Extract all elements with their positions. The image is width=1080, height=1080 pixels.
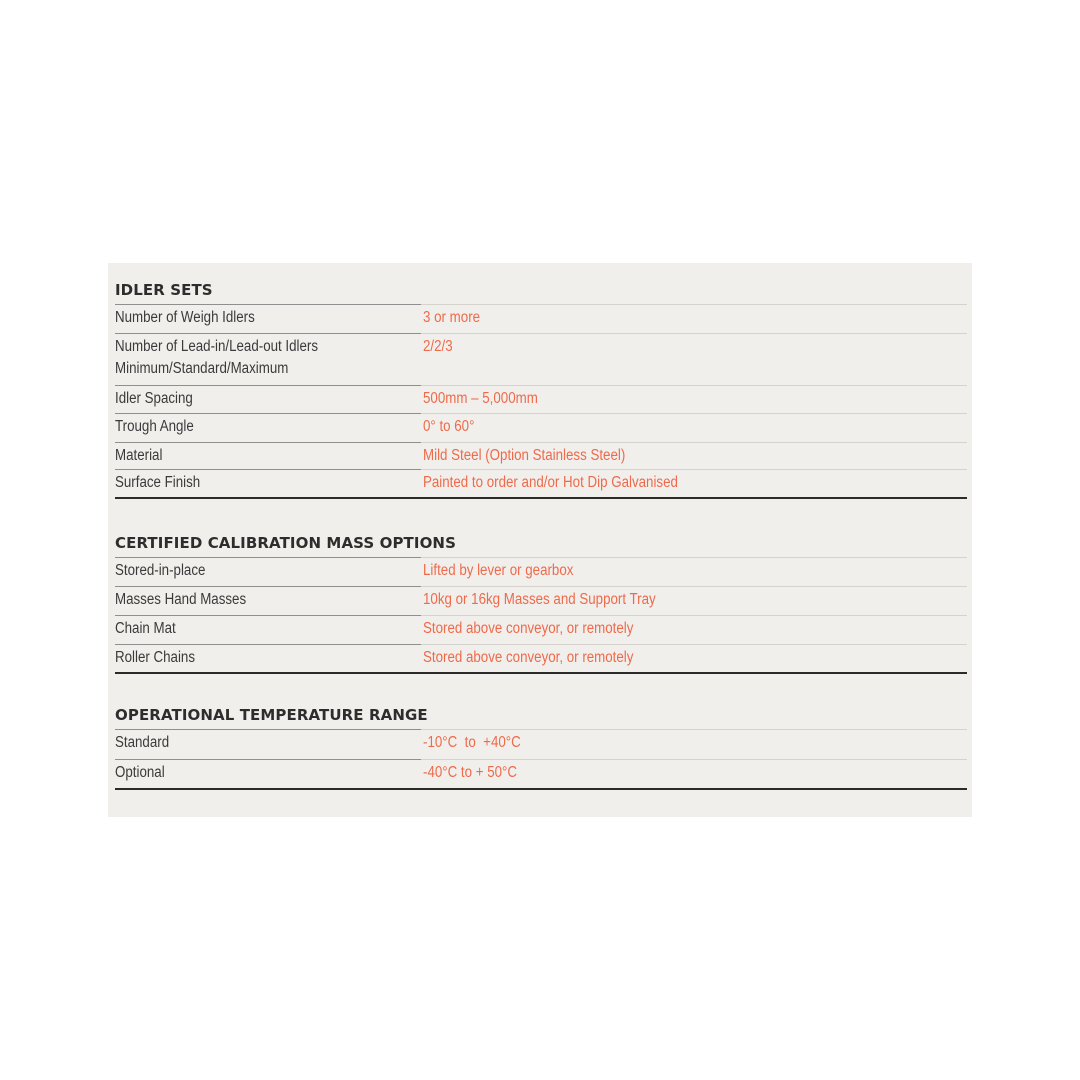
- section-title: IDLER SETS: [115, 281, 213, 299]
- table-row: [115, 304, 967, 333]
- row-value: Painted to order and/or Hot Dip Galvanised: [423, 474, 678, 491]
- spec-panel: [108, 263, 972, 817]
- row-label: Surface Finish: [115, 474, 201, 491]
- table-row: [115, 557, 967, 586]
- row-label: Standard: [115, 734, 170, 751]
- row-label: Material: [115, 447, 163, 464]
- row-label-line: Minimum/Standard/Maximum: [115, 360, 289, 377]
- table-row: [115, 413, 967, 442]
- row-label: Chain Mat: [115, 620, 176, 637]
- row-label: Number of Weigh Idlers: [115, 309, 255, 326]
- row-value: Stored above conveyor, or remotely: [423, 649, 634, 666]
- row-label: Stored-in-place: [115, 562, 206, 579]
- row-value: 10kg or 16kg Masses and Support Tray: [423, 591, 656, 608]
- row-value: -40°C to + 50°C: [423, 764, 518, 781]
- row-label: Roller Chains: [115, 649, 196, 666]
- section-title: OPERATIONAL TEMPERATURE RANGE: [115, 706, 428, 724]
- section-idler-sets: [115, 276, 967, 499]
- table-row: [115, 469, 967, 497]
- row-value: 500mm – 5,000mm: [423, 390, 538, 407]
- table-row: [115, 442, 967, 469]
- row-label: Idler Spacing: [115, 390, 193, 407]
- table-row: [115, 385, 967, 413]
- row-value: 0° to 60°: [423, 418, 475, 435]
- table-row: [115, 615, 967, 644]
- row-value: Stored above conveyor, or remotely: [423, 620, 634, 637]
- table-row: [115, 333, 967, 385]
- row-value: Mild Steel (Option Stainless Steel): [423, 447, 626, 464]
- section-calibration-mass: [115, 529, 967, 674]
- table-row: [115, 729, 967, 759]
- row-value: 3 or more: [423, 309, 481, 326]
- row-value: -10°C to +40°C: [423, 734, 521, 751]
- section-title: CERTIFIED CALIBRATION MASS OPTIONS: [115, 534, 456, 552]
- section-temperature-range: [115, 701, 967, 790]
- section-divider: [115, 497, 967, 499]
- row-label: [115, 333, 380, 380]
- table-row: [115, 586, 967, 615]
- section-divider: [115, 788, 967, 790]
- table-row: [115, 644, 967, 672]
- row-label-line: Number of Lead-in/Lead-out Idlers: [115, 338, 319, 355]
- row-label: Optional: [115, 764, 165, 781]
- row-label: Masses Hand Masses: [115, 591, 247, 608]
- table-row: [115, 759, 967, 788]
- row-value: 2/2/3: [423, 338, 453, 355]
- row-label: Trough Angle: [115, 418, 194, 435]
- section-divider: [115, 672, 967, 674]
- row-value: Lifted by lever or gearbox: [423, 562, 574, 579]
